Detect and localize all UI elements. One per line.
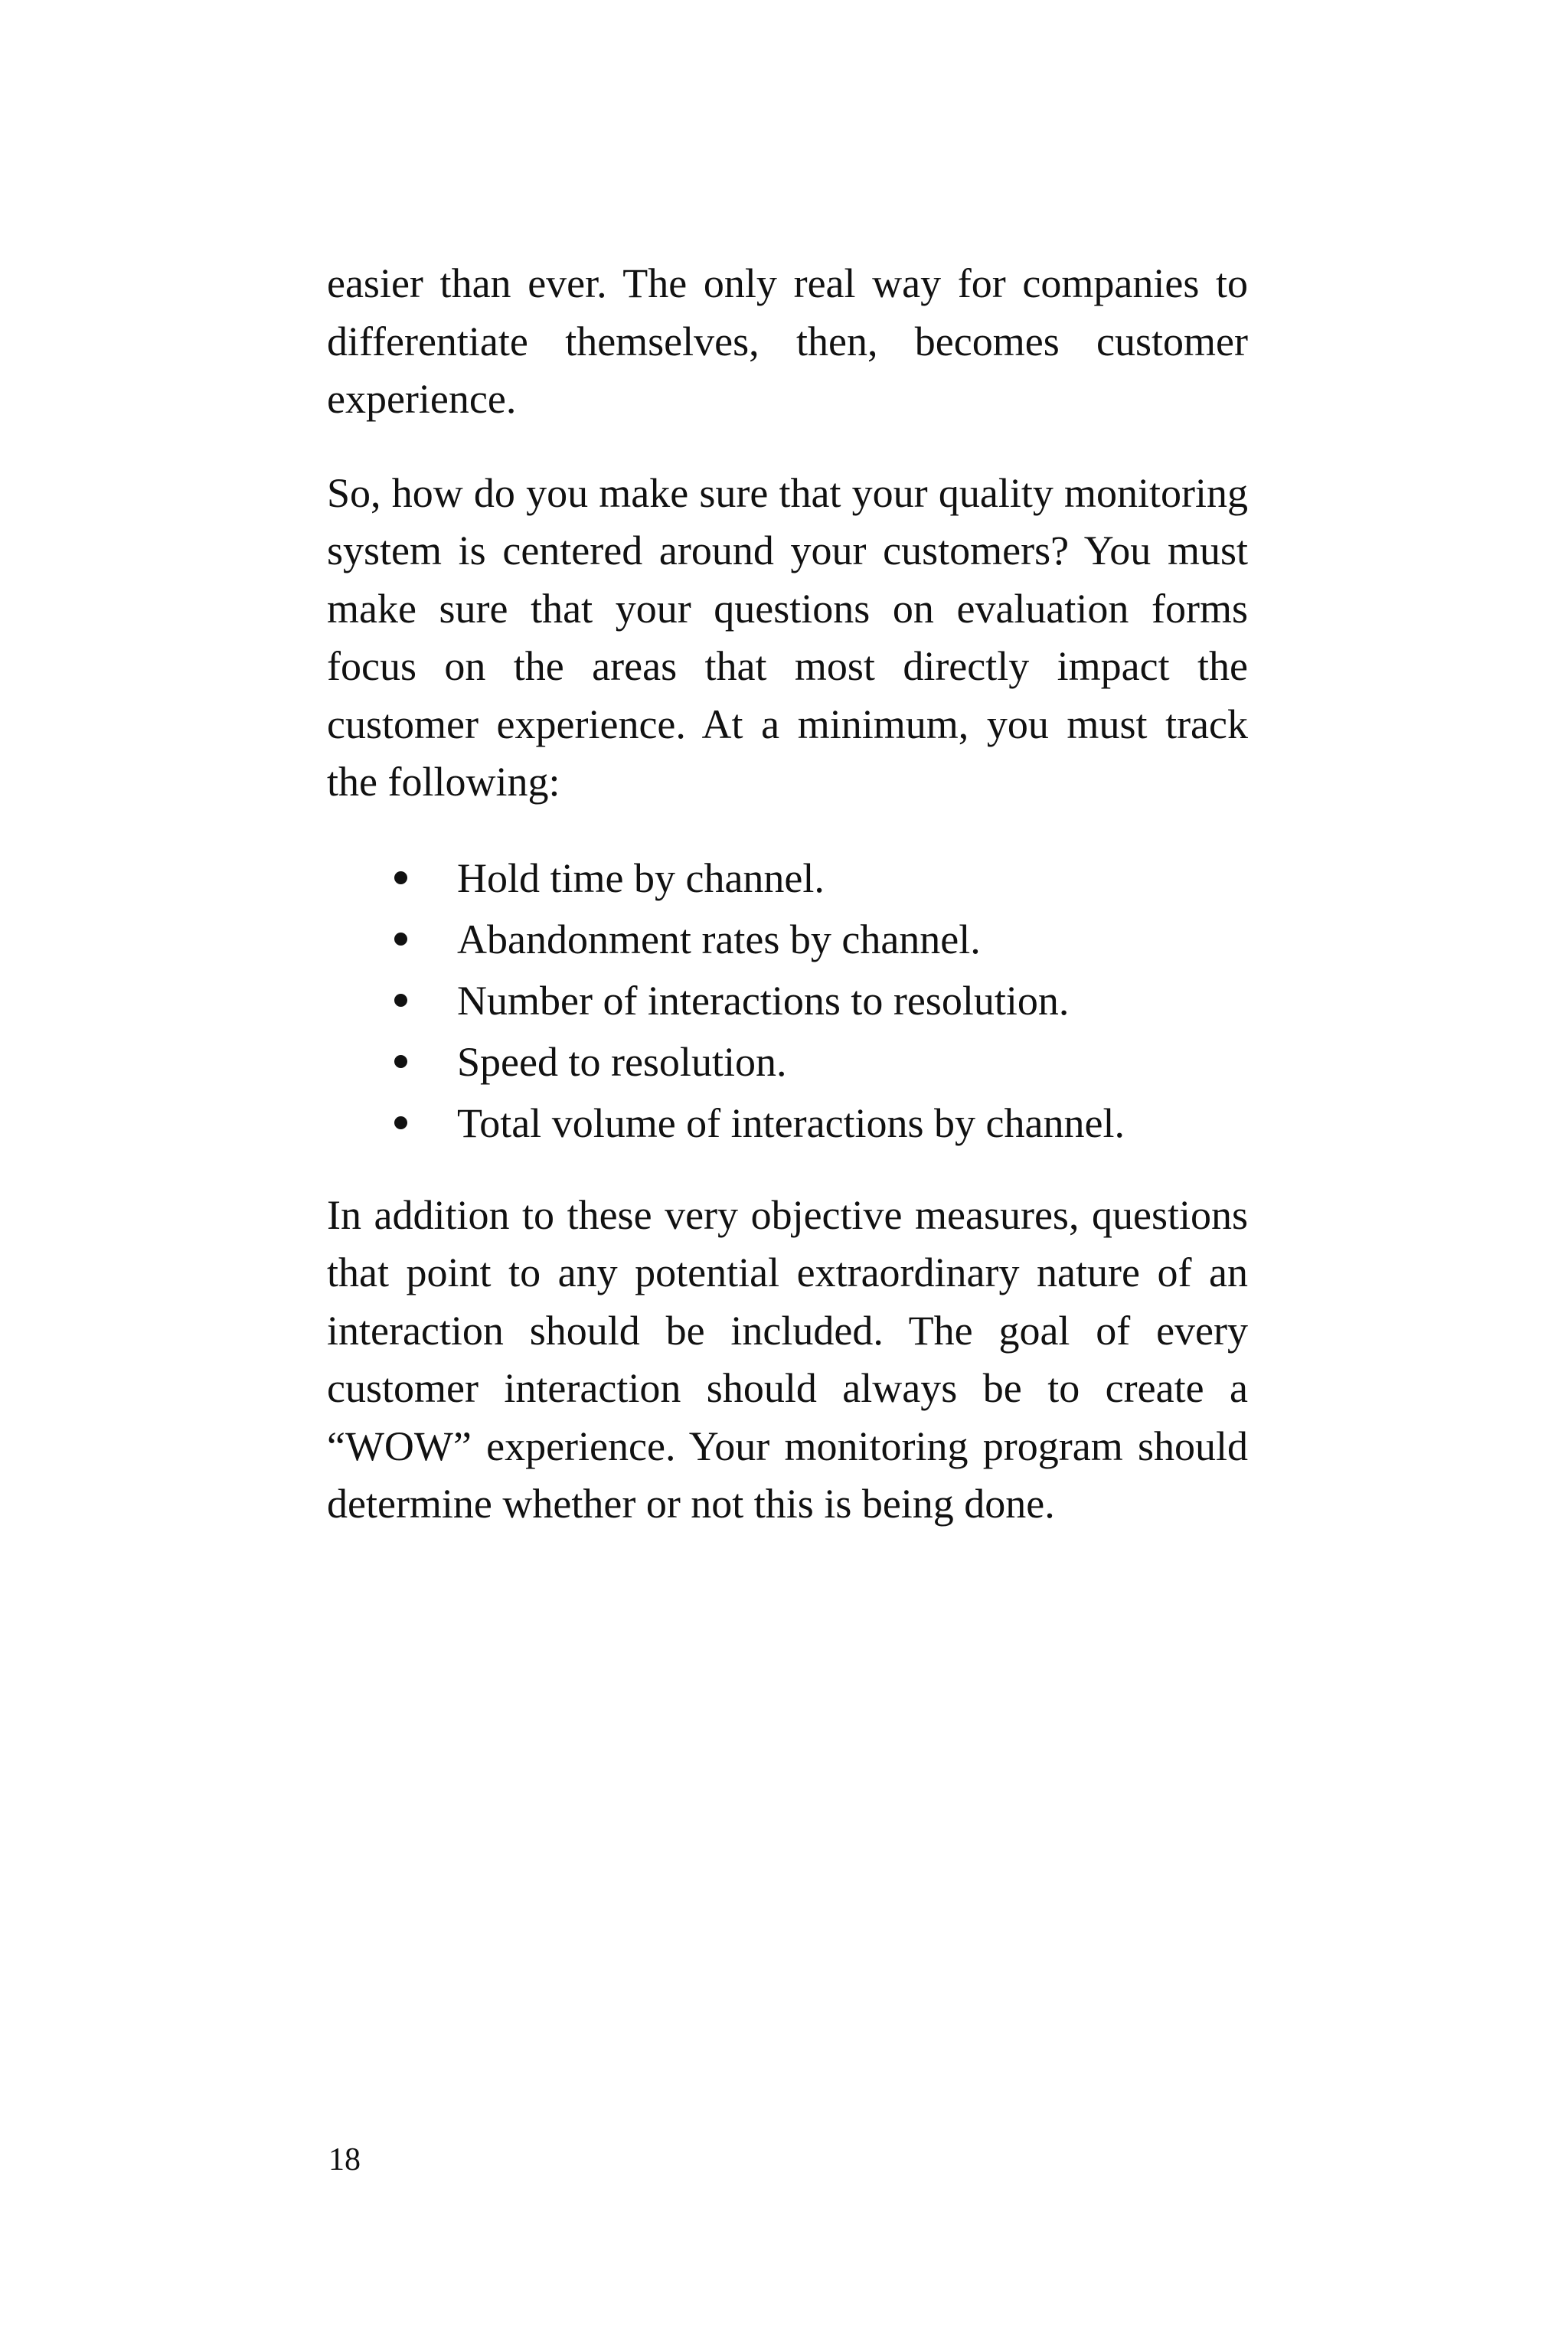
paragraph-intro-continuation: easier than ever. The only real way for companies to differentiate themselves, then, becomes customer experience. xyxy=(327,260,1248,422)
list-item xyxy=(327,909,1248,970)
list-item xyxy=(327,970,1248,1031)
bullet-list xyxy=(327,848,1248,1154)
bullet-icon xyxy=(394,1055,407,1068)
page-number: 18 xyxy=(328,2142,361,2177)
list-item-text: Abandonment rates by channel. xyxy=(457,916,981,962)
list-item-text: Speed to resolution. xyxy=(457,1038,787,1085)
list-item-text: Hold time by channel. xyxy=(457,854,825,901)
list-item xyxy=(327,1093,1248,1154)
list-item xyxy=(327,848,1248,909)
list-item-text: Number of interactions to resolution. xyxy=(457,977,1070,1024)
list-item-text: Total volume of interactions by channel. xyxy=(457,1099,1125,1146)
page-body xyxy=(327,255,1248,1570)
bullet-icon xyxy=(394,871,407,884)
list-item xyxy=(327,1031,1248,1093)
bullet-icon xyxy=(394,933,407,946)
bullet-icon xyxy=(394,994,407,1007)
paragraph-wow-experience: In addition to these very objective measures, questions that point to any potential extraordinary nature of an interaction should be included. The goal of every customer interaction should always be to create a “WOW” experience. Your monitoring program should determine whether or not this is being done. xyxy=(327,1191,1248,1527)
paragraph-quality-monitoring: So, how do you make sure that your quality monitoring system is centered around your customers? You must make sure that your questions on evaluation forms focus on the areas that most directly impact the customer experience. At a minimum, you must track the following: xyxy=(327,469,1248,805)
bullet-icon xyxy=(394,1116,407,1129)
